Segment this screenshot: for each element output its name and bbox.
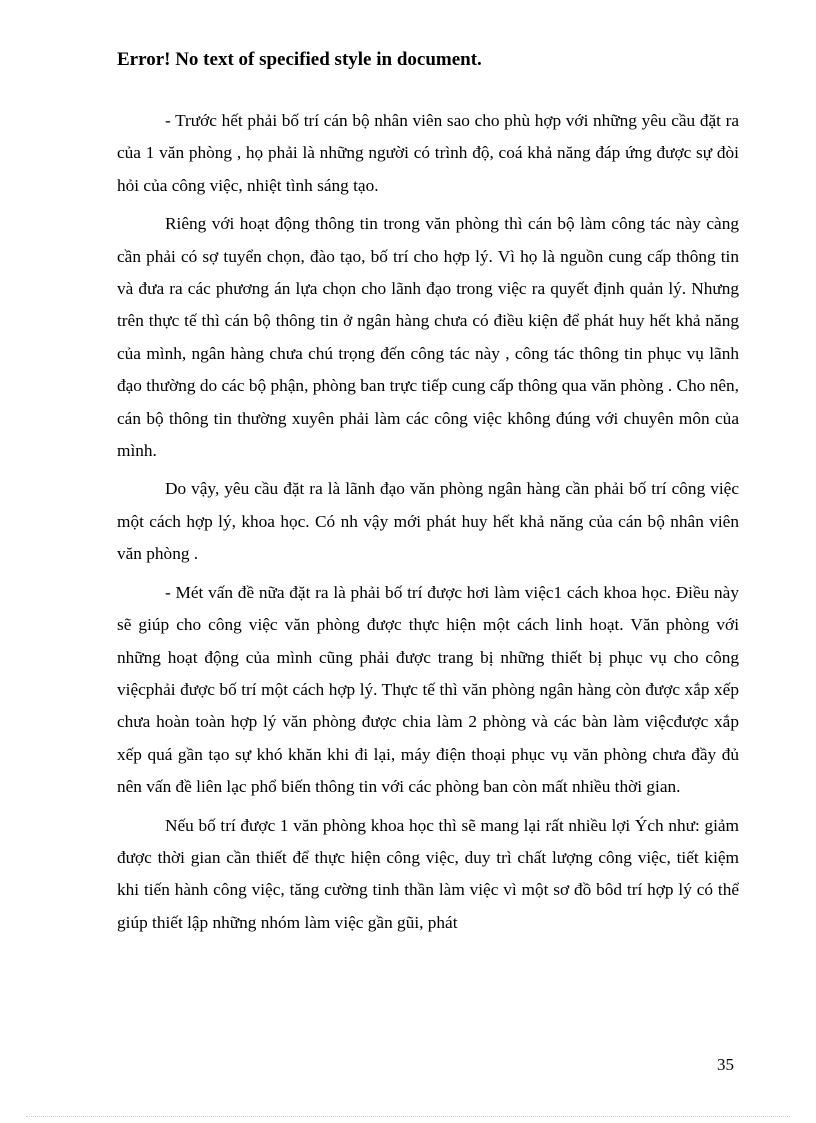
paragraph: - Trước hết phải bố trí cán bộ nhân viên sao cho phù hợp với những yêu cầu đặt ra của 1 văn phòng , họ phải là những người có trình độ, coá khả năng đáp ứng được sự đòi hỏi của công việc, nhiệt tình sáng tạo. — [117, 111, 739, 195]
page-number: 35 — [717, 1055, 734, 1074]
page-bottom-divider — [26, 1116, 790, 1117]
paragraph: Do vậy, yêu cầu đặt ra là lãnh đạo văn phòng ngân hàng cần phải bố trí công việc một cách hợp lý, khoa học. Có nh vậy mới phát huy hết khả năng của cán bộ nhân viên văn phòng . — [117, 479, 739, 564]
document-body — [117, 105, 739, 945]
page-header: Error! No text of specified style in document. — [117, 49, 482, 70]
paragraph: Nếu bố trí được 1 văn phòng khoa học thì sẽ mang lại rất nhiều lợi Ých như: giảm được thời gian cần thiết để thực hiện công việc, duy trì chất lượng công việc, tiết kiệm khi tiến hành công việc, tăng cường tinh thần làm việc vì một sơ đồ bôd trí hợp lý có thể giúp thiết lập những nhóm làm việc gần gũi, phát — [117, 815, 739, 932]
paragraph: - Mét vấn đề nữa đặt ra là phải bố trí được hơi làm việc1 cách khoa học. Điều này sẽ giúp cho công việc văn phòng được thực hiện một cách linh hoạt. Văn phòng với những hoạt động của mình cũng phải được trang bị những thiết bị phục vụ cho công việcphải được bố trí một cách hợp lý. Thực tế thì văn phòng ngân hàng còn được xắp xếp chưa hoàn toàn hợp lý văn phòng được chia làm 2 phòng và các bàn làm việcđược xắp xếp quá gần tạo sự khó khăn khi đi lại, máy điện thoại phục vụ văn phòng chưa đầy đủ nên vấn đề liên lạc phổ biến thông tin với các phòng ban còn mất nhiều thời gian. — [117, 582, 739, 797]
paragraph: Riêng với hoạt động thông tin trong văn phòng thì cán bộ làm công tác này càng cần phải có sợ tuyển chọn, đào tạo, bố trí cho hợp lý. Vì họ là nguồn cung cấp thông tin và đưa ra các phương án lựa chọn cho lãnh đạo trong việc ra quyết định quản lý. Nhưng trên thực tế thì cán bộ thông tin ở ngân hàng chưa có điều kiện để phát huy hết khả năng của mình, ngân hàng chưa chú trọng đến công tác này , công tác thông tin phục vụ lãnh đạo thường do các bộ phận, phòng ban trực tiếp cung cấp thông qua văn phòng . Cho nên, cán bộ thông tin thường xuyên phải làm các công việc không đúng với chuyên môn của mình. — [117, 214, 739, 461]
